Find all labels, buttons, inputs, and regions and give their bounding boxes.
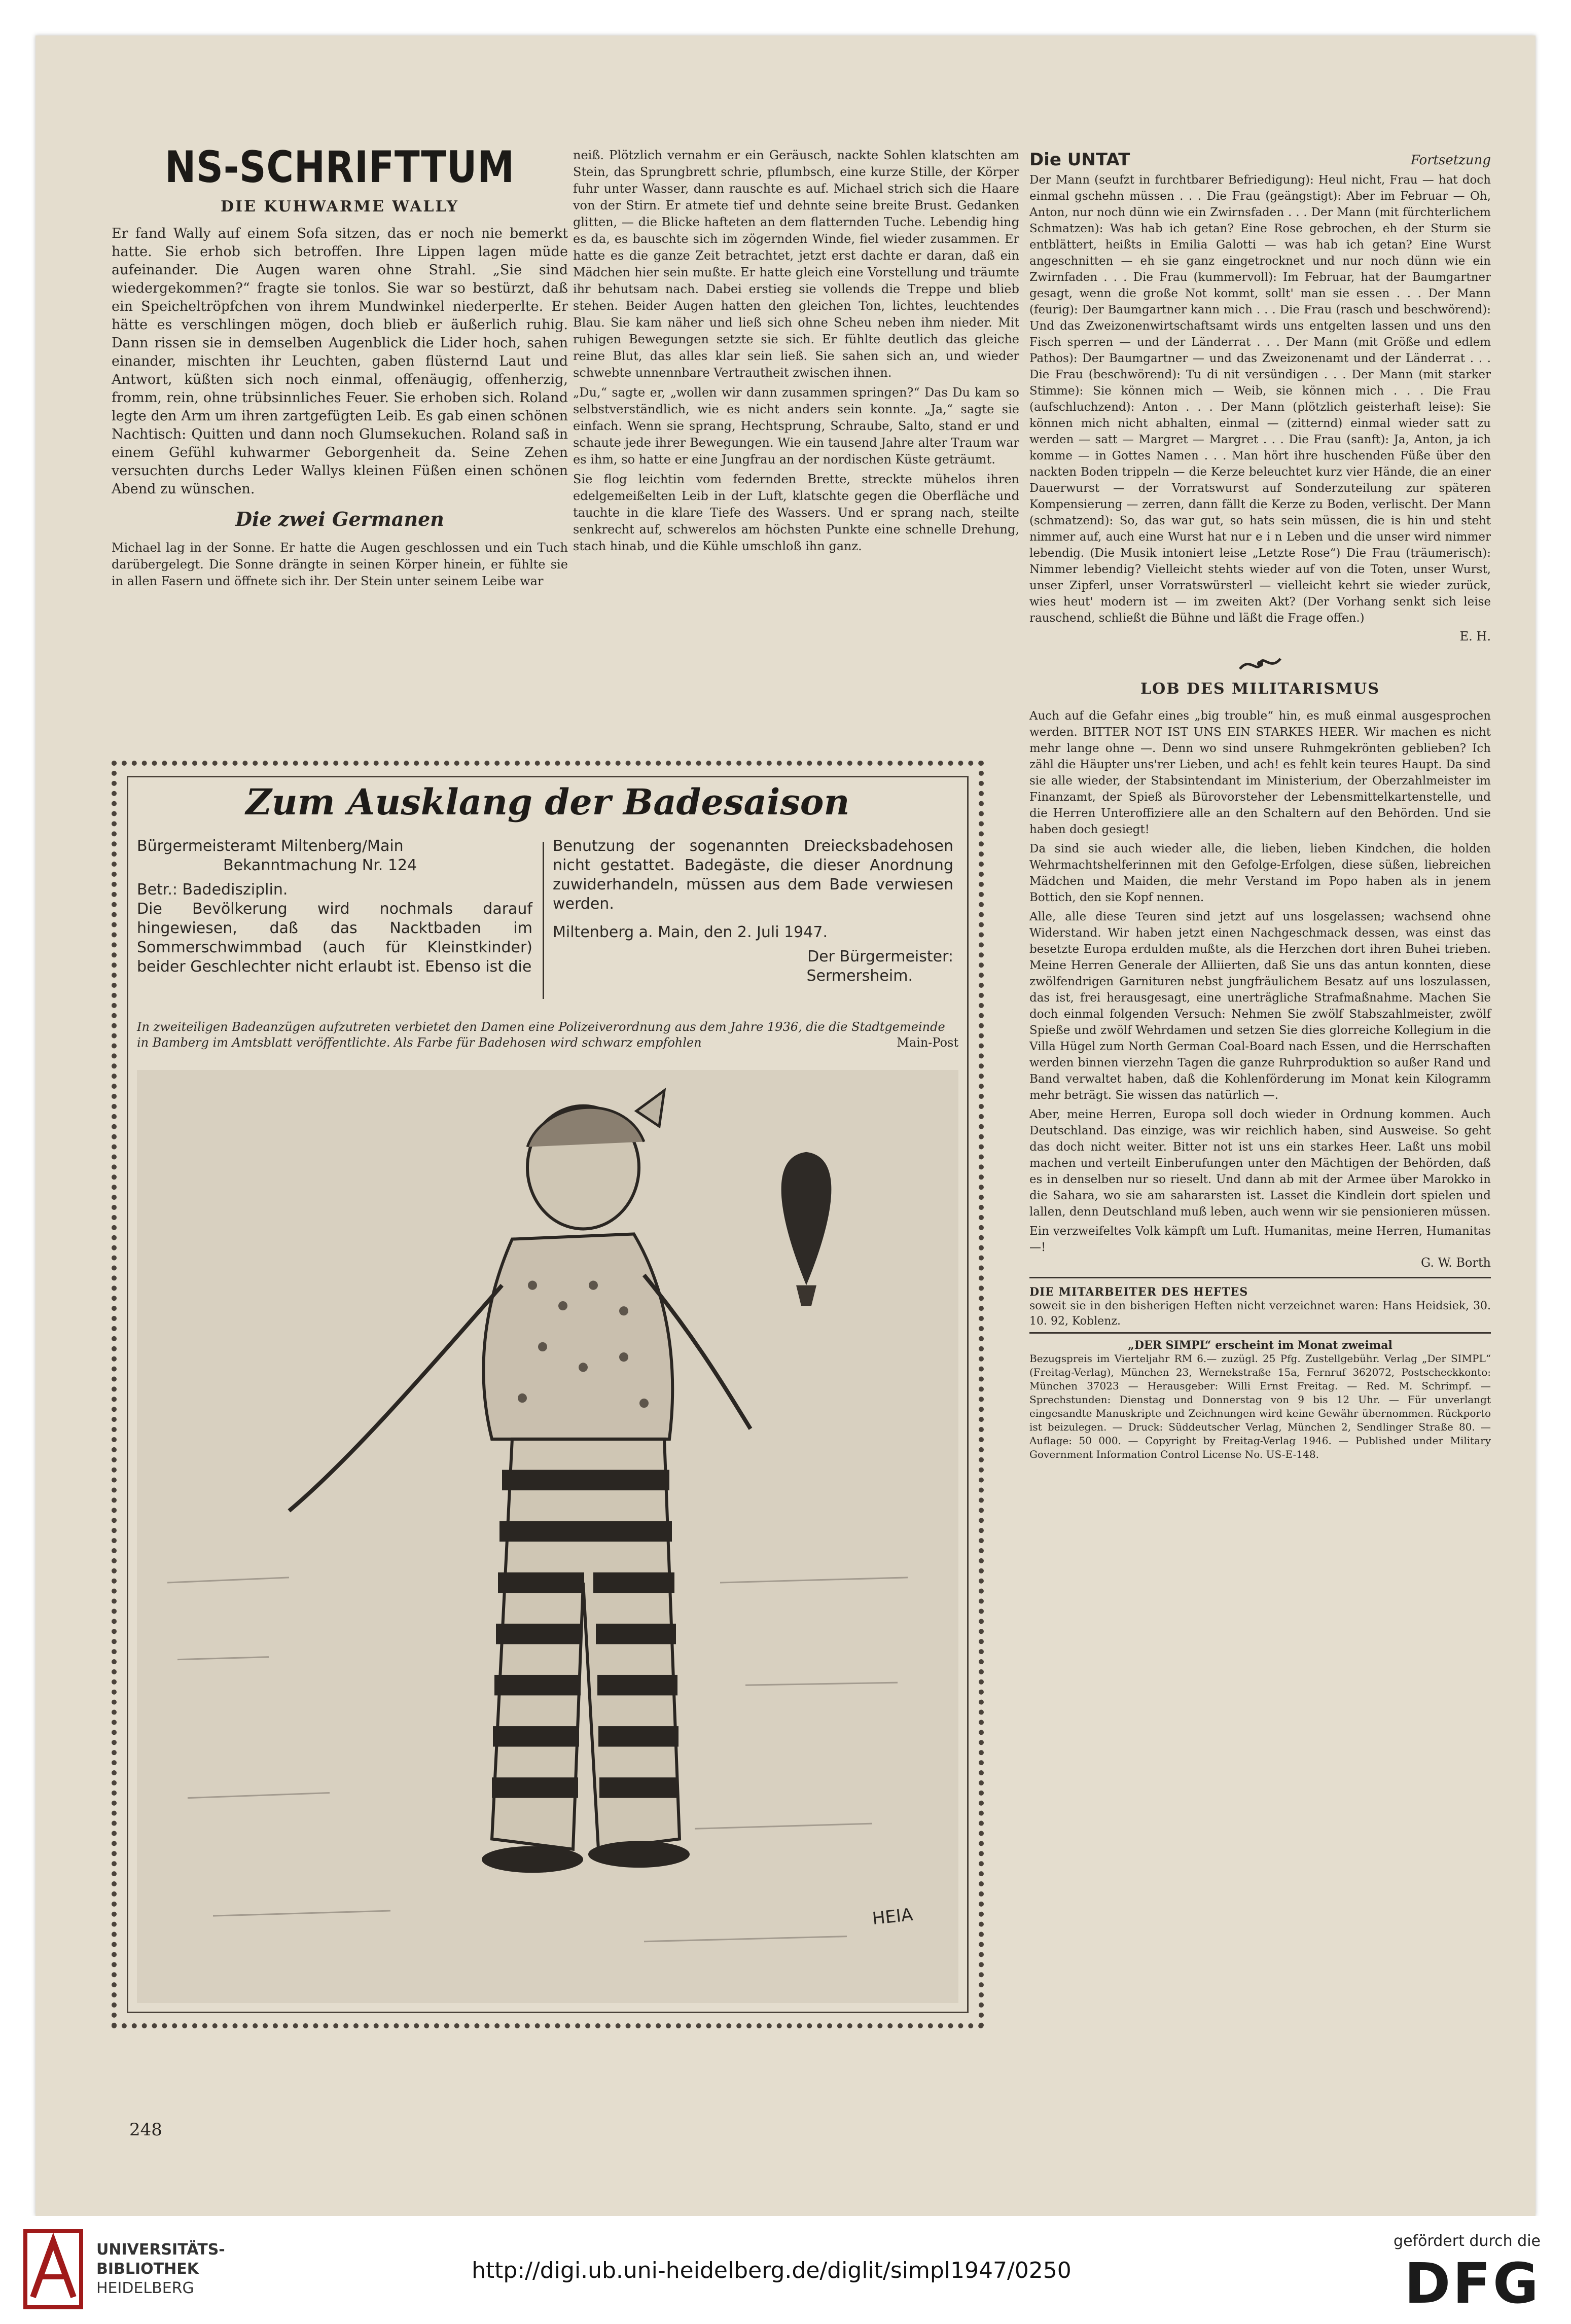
dfg-logo: DFG xyxy=(1404,2251,1541,2316)
wally-subheading: DIE KUHWARME WALLY xyxy=(220,198,459,216)
library-line-1: UNIVERSITÄTS- xyxy=(96,2241,225,2259)
announcement-number: Bekanntmachung Nr. 124 xyxy=(223,856,417,874)
section-divider xyxy=(1029,1277,1491,1278)
wally-article-text: Er fand Wally auf einem Sofa sitzen, das er noch nie bemerkt hatte. Sie erhob sich betroffen. Ihre Lippen lagen müde aufeinander. Die Augen waren ohne Strahl. „Sie sind wiedergekommen?“ fragte sie tonlos. Sie war so bestürzt, daß ein Speicheltröpfchen von ihrem Mundwinkel niederperlte. Er hätte es verschlingen mögen, doch blieb er äußerlich ruhig. Dann rissen sie in demselben Augenblick die Lider hoch, sahen einander, mischten ihr Leuchten, gaben flüsternd Laut und Antwort, küßten sich noch einmal, offenäugig, offenherzig, fromm, rein, ohne trübsinnliches Feuer. Sie erhoben sich. Roland legte den Arm um ihren zartgefügten Leib. Es gab einen schönen Nachtisch: Quitten und dann noch Glumsekuchen. Roland saß in einem Gefühl kuhwarmer Geborgenheit da. Seine Zehen versuchten durchs Leder Wallys kleinen Füßen einen schönen Abend zu wünschen. xyxy=(112,226,568,497)
university-logo-icon xyxy=(20,2226,86,2312)
untat-header xyxy=(1029,150,1491,172)
document-url-link[interactable]: http://digi.ub.uni-heidelberg.de/diglit/simpl1947/0250 xyxy=(472,2258,1072,2283)
untat-author: E. H. xyxy=(1459,629,1491,643)
impressum-text: Bezugspreis im Vierteljahr RM 6.— zuzügl. 25 Pfg. Zustellgebühr. Verlag „Der SIMPL“ (Freitag-Verlag), München 23, Wernekstraße 15a, Fernruf 362072, Postscheckkonto: München 37023 — Herausgeber: Willi Ernst Freitag. — Red. M. Schrimpf. — Sprechstunden: Dienstag und Donnerstag von 9 bis 12 Uhr. — Für unverlangt eingesandte Manuskripte und Zeichnungen wird keine Gewähr übernommen. Rückporto ist beizulegen. — Druck: Süddeutscher Verlag, München 2, Sendlinger Straße 80. — Auflage: 50 000. — Copyright by Freitag-Verlag 1946. — Published under Military Government Information Control License No. US-E-148. xyxy=(1029,1352,1491,1460)
impressum-heading: „DER SIMPL“ erscheint im Monat zweimal xyxy=(1128,1339,1393,1352)
germanen-continued-p3: Sie flog leichtin vom federnden Brette, streckte mühelos ihren edelgemeißelten Leib in der Luft, klatschte gegen die Oberfläche und tauchte in die klare Tiefe des Wassers. Und er sprang nach, steilte senkrecht auf, schwerelos am höchsten Punkte eine schnelle Drehung, stach hinab, und die Kühle umschloß ihn ganz. xyxy=(573,472,1019,553)
announcement-right-text: Benutzung der sogenannten Dreiecksbadehosen nicht gestattet. Badegäste, die dieser Anordnung zuwiderhandeln, müssen aus dem Bade verwiesen werden. xyxy=(553,837,953,913)
lob-paragraph-3: Alle, alle diese Teuren sind jetzt auf uns losgelassen; wachsend ohne Widerstand. Wir haben jetzt einen Nachgeschmack dessen, was einst das besetzte Europa erdulden mußte, als die Herzchen dort ihren Buhei trieben. Meine Herren Generale der Alliierten, daß Sie uns das antun konnten, diese zwölfendrigen Garnituren nebst jungfräulichem Besatz auf uns loszulassen, das ist, frei herausgesagt, eine unerträgliche Strafmaßnahme. Machen Sie doch einmal folgenden Versuch: Nehmen Sie zwölf Stabszahlmeister, zwölf Spieße und zwölf Wehrdamen und setzen Sie dies glorreiche Kollegium in die Villa Hügel zum North German Coal-Board nach Essen, und die Herrschaften werden binnen vierzehn Tagen die ganze Ruhrproduktion so außer Rand und Band verwaltet haben, daß die Kohlenförderung im Monat kein Kilogramm mehr beträgt. Sie wissen das natürlich —. xyxy=(1029,910,1491,1102)
badesaison-title: Zum Ausklang der Badesaison xyxy=(245,781,850,823)
badesaison-box xyxy=(112,761,984,2028)
lob-paragraph-5: Ein verzweifeltes Volk kämpft um Luft. Humanitas, meine Herren, Humanitas —! xyxy=(1029,1225,1491,1254)
lob-paragraph-2: Da sind sie auch wieder alle, die lieben, lieben Kindchen, die holden Wehrmachtshelferinnen mit den Gefolge-Erfolgen, diese süßen, liebreichen Mädchen und Maiden, die mehr Verstand im Popo haben als in jenem Bottich, den sie Kopf nennen. xyxy=(1029,842,1491,904)
funded-by-label: gefördert durch die xyxy=(1394,2232,1541,2250)
lob-heading: LOB DES MILITARISMUS xyxy=(1140,680,1380,698)
ns-schrifttum-heading: NS-SCHRIFTTUM xyxy=(165,142,515,193)
mitarbeiter-heading: DIE MITARBEITER DES HEFTES xyxy=(1029,1285,1248,1299)
announcement-place-date: Miltenberg a. Main, den 2. Juli 1947. xyxy=(553,923,828,941)
germanen-continued-p1: neiß. Plötzlich vernahm er ein Geräusch, nackte Sohlen klatschten am Stein, das Sprungbrett schrie, pflumbsch, eine kurze Stille, der Körper fuhr unter Wasser, dann rauschte es auf. Michael strich sich die Haare von der Stirn. Er atmete tief und dehnte seine breite Brust. Gedanken glitten, — die Blicke hafteten an dem flatternden Tuche. Lebendig hing es da, es bauschte sich im zögernden Winde, fiel wieder zusammen. Er hatte es die ganze Zeit betrachtet, jetzt erst dachte er daran, daß ein Mädchen hier sein mußte. Er hatte gleich eine Vorstellung und träumte ihr behutsam nach. Dabei erstieg sie vollends die Treppe und blieb stehen. Beider Augen hatten den gleichen Ton, lichtes, leuchtendes Blau. Sie kam näher und ließ sich ohne Scheu neben ihm nieder. Mit ruhigen Bewegungen setzte sie sich. Er fühlte deutlich das gleiche reine Blut, das alles klar sein ließ. Sie sahen sich an, und wieder schwebte unnennbare Vertrautheit zwischen ihnen. xyxy=(573,148,1019,380)
untat-text: Der Mann (seufzt in furchtbarer Befriedigung): Heul nicht, Frau — hat doch einmal gschehn müssen . . . Die Frau (geängstigt): Aber im Februar — Oh, Anton, nur noch dünn wie ein Zwirnsfaden . . . Der Mann (mit fürchterlichem Schmatzen): Was hab ich getan? Eine Rose gebrochen, eh der Sturm sie entblättert, heißts in Emilia Galotti — was hab ich getan? Eine Wurst angeschnitten — eh sie ganz eingetrocknet und nur noch dünn wie ein Zwirnfaden . . . Die Frau (kummervoll): Im Februar, hat der Baumgartner gesagt, wenn die große Not kommt, sollt' man sie essen . . . Der Mann (feurig): Der Baumgartner kann mich . . . Die Frau (rasch und beschwörend): Und das Zweizonenwirtschaftsamt wirds uns entgelten lassen und uns den Fisch sperren — und der Länderrat . . . Der Mann (mit Größe und edlem Pathos): Der Baumgartner — und das Zweizonenamt und der Länderrat . . . Die Frau (beschwörend): Tu di nit versündigen . . . Der Mann (mit starker Stimme): Sie können mich — Weib, sie können mich . . . Die Frau (aufschluchzend): Anton . . . Der Mann (plötzlich geisterhaft leise): Sie können mich nicht abhalten, einmal — (zitternd) einmal wieder satt zu werden — satt — Margret — Margret . . . Die Frau (sanft): Ja, Anton, ja ich komme — in Gottes Namen . . . Man hört ihre huschenden Füße über den nackten Boden trippeln — die Kerze beleuchtet kurz vier Hände, die an einer Dauerwurst — der Vorratswurst auf Sonderzuteilung zur späteren Kompensierung — zerren, dann fällt die Kerze zu Boden, verlischt. Der Mann (schmatzend): So, das war gut, so hats sein müssen, die is hin und steht nimmer auf, auch eine Wurst hat nur e i n Leben und die unser wird nimmer lebendig. (Die Musik intoniert leise „Letzte Rose“) Die Frau (träumerisch): Nimmer lebendig? Vielleicht stehts wieder auf von die Toten, unser Wurst, unser Zipferl, unser Vorratswürsterl — vielleicht kehrt sie wieder zurück, wies heut' modern ist — im zweiten Akt? (Der Vorhang senkt sich leise rauschend, schließt die Bühne und läßt die Frage offen.) xyxy=(1029,173,1491,625)
announcement-left xyxy=(137,837,532,977)
announcement-office: Bürgermeisteramt Miltenberg/Main xyxy=(137,837,404,855)
newspaper-page xyxy=(35,35,1536,2216)
mitarbeiter-text: soweit sie in den bisherigen Heften nicht verzeichnet waren: Hans Heidsiek, 30. 10. 92, Koblenz. xyxy=(1029,1300,1491,1328)
announcement-betr: Betr.: Badedisziplin. xyxy=(137,881,288,899)
announcement-column-rule xyxy=(543,842,544,999)
library-name xyxy=(96,2240,225,2298)
cartoon-drawing xyxy=(137,1070,958,2003)
lob-paragraph-1: Auch auf die Gefahr eines „big trouble“ hin, es muß einmal ausgesprochen werden. BITTER NOT IST UNS EIN STARKES HEER. Wir machen es nicht mehr lange ohne —. Denn wo sind unsere Ruhmgekrönten geblieben? Ich zähl die Häupter uns'rer Lieben, und ach! es fehlt kein teures Haupt. Da sind sie alle wieder, der Stabsintendant im Ministerium, der Oberzahlmeister im Finanzamt, der Spieß als Bürovorsteher der Lebensmittelkartenstelle, und die Herren Unteroffiziere alle an den Schaltern auf den Behörden. Und sie haben doch gesiegt! xyxy=(1029,709,1491,836)
lob-author: G. W. Borth xyxy=(1421,1256,1491,1270)
germanen-continued-p2: „Du,“ sagte er, „wollen wir dann zusammen springen?“ Das Du kam so selbstverständlich, wie es nicht anders sein konnte. „Ja,“ sagte sie einfach. Wenn sie sprang, Hechtsprung, Schraube, Salto, stand er und schaute jede ihrer Bewegungen. Wie ein tausend Jahre alter Traum war es ihm, so hatte er eine Jungfrau an der nordischen Küste geträumt. xyxy=(573,385,1019,467)
cartoon-caption-source: Main-Post xyxy=(897,1035,958,1050)
page-number: 248 xyxy=(129,2120,162,2140)
footer-bar xyxy=(0,2216,1571,2324)
announcement-right xyxy=(553,837,953,986)
germanen-heading: Die zwei Germanen xyxy=(235,508,444,530)
ornament-icon xyxy=(1029,654,1491,676)
column-3 xyxy=(1029,150,1491,1464)
announcement-signature-title: Der Bürgermeister: xyxy=(807,948,953,966)
column-1 xyxy=(112,142,568,593)
library-line-2: BIBLIOTHEK xyxy=(96,2260,199,2278)
announcement-signature-name: Sermersheim. xyxy=(806,967,913,985)
column-2 xyxy=(573,147,1019,558)
section-divider-2 xyxy=(1029,1332,1491,1334)
cartoon-caption xyxy=(137,1019,958,1051)
cartoon-illustration xyxy=(137,1070,958,2003)
germanen-article-text: Michael lag in der Sonne. Er hatte die Augen geschlossen und ein Tuch darübergelegt. Die Sonne drängte in seinen Körper hinein, er fühlte sie in allen Fasern und öffnete sich ihr. Der Stein unter seinem Leibe war xyxy=(112,541,568,588)
artist-signature: HEIA xyxy=(871,1904,914,1929)
cartoon-caption-text: In zweiteiligen Badeanzügen aufzutreten verbietet den Damen eine Polizeiverordnung aus dem Jahre 1936, die die Stadtgemeinde in Bamberg im Amtsblatt veröffentlichte. Als Farbe für Badehosen wird schwarz empfohlen xyxy=(137,1020,945,1050)
library-line-3: HEIDELBERG xyxy=(96,2279,194,2297)
announcement-left-text: Die Bevölkerung wird nochmals darauf hingewiesen, daß das Nacktbaden im Sommerschwimmbad (auch für Kleinstkinder) beider Geschlechter nicht erlaubt ist. Ebenso ist die xyxy=(137,900,532,976)
untat-continued-label: Fortsetzung xyxy=(1410,153,1491,168)
lob-paragraph-4: Aber, meine Herren, Europa soll doch wieder in Ordnung kommen. Auch Deutschland. Das einzige, was wir reichlich haben, sind Ausweise. So geht das doch nicht weiter. Bitter not ist uns ein starkes Heer. Laßt uns mobil machen und verteilt Einberufungen unter den Mächtigen der Behörden, daß es in denselben nur so rieselt. Und dann ab mit der Armee über Marokko in die Sahara, wo sie am sahararsten ist. Lasset die Kindlein dort spielen und lallen, denn Deutschland muß leben, auch wenn wir sie pensionieren müssen. xyxy=(1029,1108,1491,1219)
untat-heading: Die UNTAT xyxy=(1029,150,1130,170)
